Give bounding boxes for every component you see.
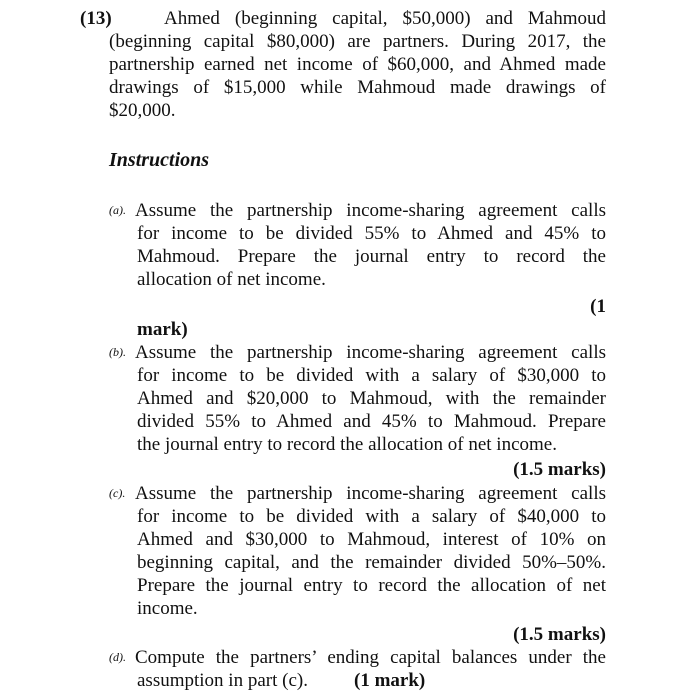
item-d-marks: (1 mark) — [354, 670, 426, 691]
instructions-heading: Instructions — [109, 149, 210, 171]
item-c-line: Assume the partnership income-sharing agreement calls — [135, 483, 606, 504]
item-b-line: Ahmed and $20,000 to Mahmoud, with the remainder — [137, 388, 606, 409]
item-a-label: (a). — [109, 203, 126, 217]
item-b-line: Assume the partnership income-sharing agreement calls — [135, 342, 606, 363]
item-b-label: (b). — [109, 345, 126, 359]
item-b-line: divided 55% to Ahmed and 45% to Mahmoud. Prepare — [137, 411, 606, 432]
item-a-line: for income to be divided 55% to Ahmed and 45% to — [137, 223, 606, 244]
item-a-line: allocation of net income. — [137, 269, 326, 290]
item-d-line: assumption in part (c). — [137, 670, 308, 691]
item-b-line: the journal entry to record the allocation of net income. — [137, 434, 557, 455]
question-text-line: partnership earned net income of $60,000, and Ahmed made — [109, 54, 606, 75]
item-b-line: for income to be divided with a salary of $30,000 to — [137, 365, 606, 386]
item-d-line: Compute the partners’ ending capital balances under the — [135, 647, 606, 668]
question-text-line: $20,000. — [109, 100, 176, 121]
item-c-label: (c). — [109, 486, 126, 500]
item-d-label: (d). — [109, 650, 126, 664]
item-c-line: Ahmed and $30,000 to Mahmoud, interest of 10% on — [137, 529, 606, 550]
item-a-marks-close: mark) — [137, 319, 188, 340]
item-c-line: beginning capital, and the remainder divided 50%–50%. — [137, 552, 606, 573]
question-text-line: drawings of $15,000 while Mahmoud made drawings of — [109, 77, 606, 98]
question-text-line: Ahmed (beginning capital, $50,000) and Mahmoud — [164, 8, 606, 29]
item-a-line: Mahmoud. Prepare the journal entry to record the — [137, 246, 606, 267]
item-c-line: for income to be divided with a salary of $40,000 to — [137, 506, 606, 527]
item-c-line: Prepare the journal entry to record the allocation of net — [137, 575, 606, 596]
item-b-marks: (1.5 marks) — [513, 459, 606, 480]
item-c-marks: (1.5 marks) — [513, 624, 606, 645]
item-a-line: Assume the partnership income-sharing agreement calls — [135, 200, 606, 221]
question-number: (13) — [80, 8, 112, 29]
question-text-line: (beginning capital $80,000) are partners. During 2017, the — [109, 31, 606, 52]
item-c-line: income. — [137, 598, 198, 619]
item-a-marks-open: (1 — [590, 296, 606, 317]
